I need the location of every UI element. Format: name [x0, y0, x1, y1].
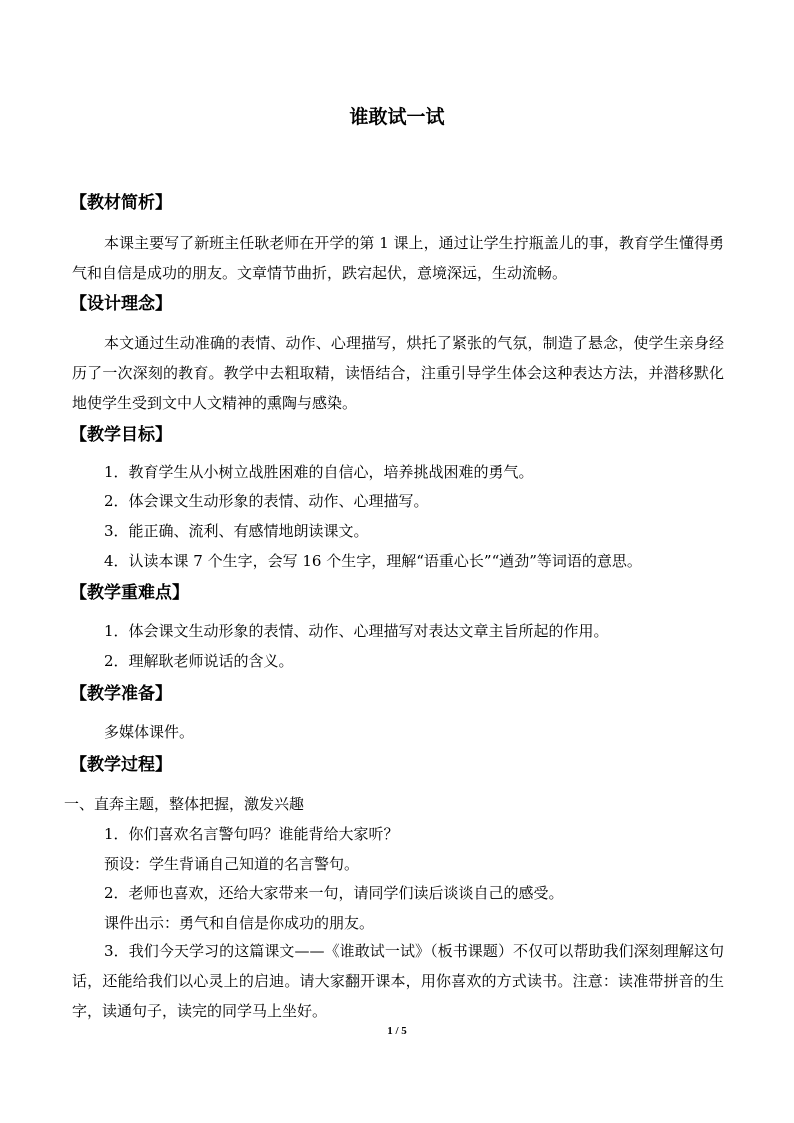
- process-part-one-title: 一、直奔主题，整体把握，激发兴趣: [64, 795, 305, 813]
- teaching-goal-item: 2．体会课文生动形象的表情、动作、心理描写。: [104, 492, 429, 510]
- material-analysis-paragraph: 本课主要写了新班主任耿老师在开学的第 1 课上，通过让学生拧瓶盖儿的事，教育学生懂得勇气和自信是成功的朋友。文章情节曲折，跌宕起伏，意境深远，生动流畅。: [72, 234, 724, 282]
- process-line: 2．老师也喜欢，还给大家带来一句，请同学们读后谈谈自己的感受。: [104, 884, 564, 902]
- section-heading-design-concept: 【设计理念】: [70, 294, 172, 314]
- teaching-goal-item: 1．教育学生从小树立战胜困难的自信心，培养挑战困难的勇气。: [104, 463, 534, 481]
- process-line: 预设：学生背诵自己知道的名言警句。: [104, 855, 360, 873]
- key-point-item: 2．理解耿老师说话的含义。: [104, 652, 294, 670]
- key-point-item: 1．体会课文生动形象的表情、动作、心理描写对表达文章主旨所起的作用。: [104, 622, 609, 640]
- process-line: 课件出示：勇气和自信是你成功的朋友。: [104, 914, 375, 932]
- design-concept-paragraph: 本文通过生动准确的表情、动作、心理描写，烘托了紧张的气氛，制造了悬念，使学生亲身经历了一次深刻的教育。教学中去粗取精，读悟结合，注重引导学生体会这种表达方法，并潜移默化地使学生受到文中人文精神的熏陶与感染。: [72, 334, 724, 412]
- section-heading-key-points: 【教学重难点】: [70, 583, 189, 603]
- process-line: 1．你们喜欢名言警句吗？谁能背给大家听？: [104, 825, 399, 843]
- section-heading-preparation: 【教学准备】: [70, 684, 172, 704]
- teaching-goal-item: 3．能正确、流利、有感情地朗读课文。: [104, 522, 369, 540]
- teaching-goal-item: 4．认读本课 7 个生字，会写 16 个生字，理解“语重心长”“遒劲”等词语的意思。: [104, 552, 642, 570]
- section-heading-process: 【教学过程】: [70, 755, 172, 775]
- preparation-text: 多媒体课件。: [104, 723, 195, 741]
- section-heading-material-analysis: 【教材简析】: [70, 193, 172, 213]
- process-paragraph: 3．我们今天学习的这篇课文——《谁敢试一试》（板书课题）不仅可以帮助我们深刻理解这句话，还能给我们以心灵上的启迪。请大家翻开课本，用你喜欢的方式读书。注意：读准带拼音的生字，读通句子，读完的同学马上坐好。: [72, 942, 724, 1020]
- page-number: 1 / 5: [387, 1025, 407, 1037]
- document-title: 谁敢试一试: [349, 106, 445, 128]
- section-heading-teaching-goals: 【教学目标】: [70, 425, 172, 445]
